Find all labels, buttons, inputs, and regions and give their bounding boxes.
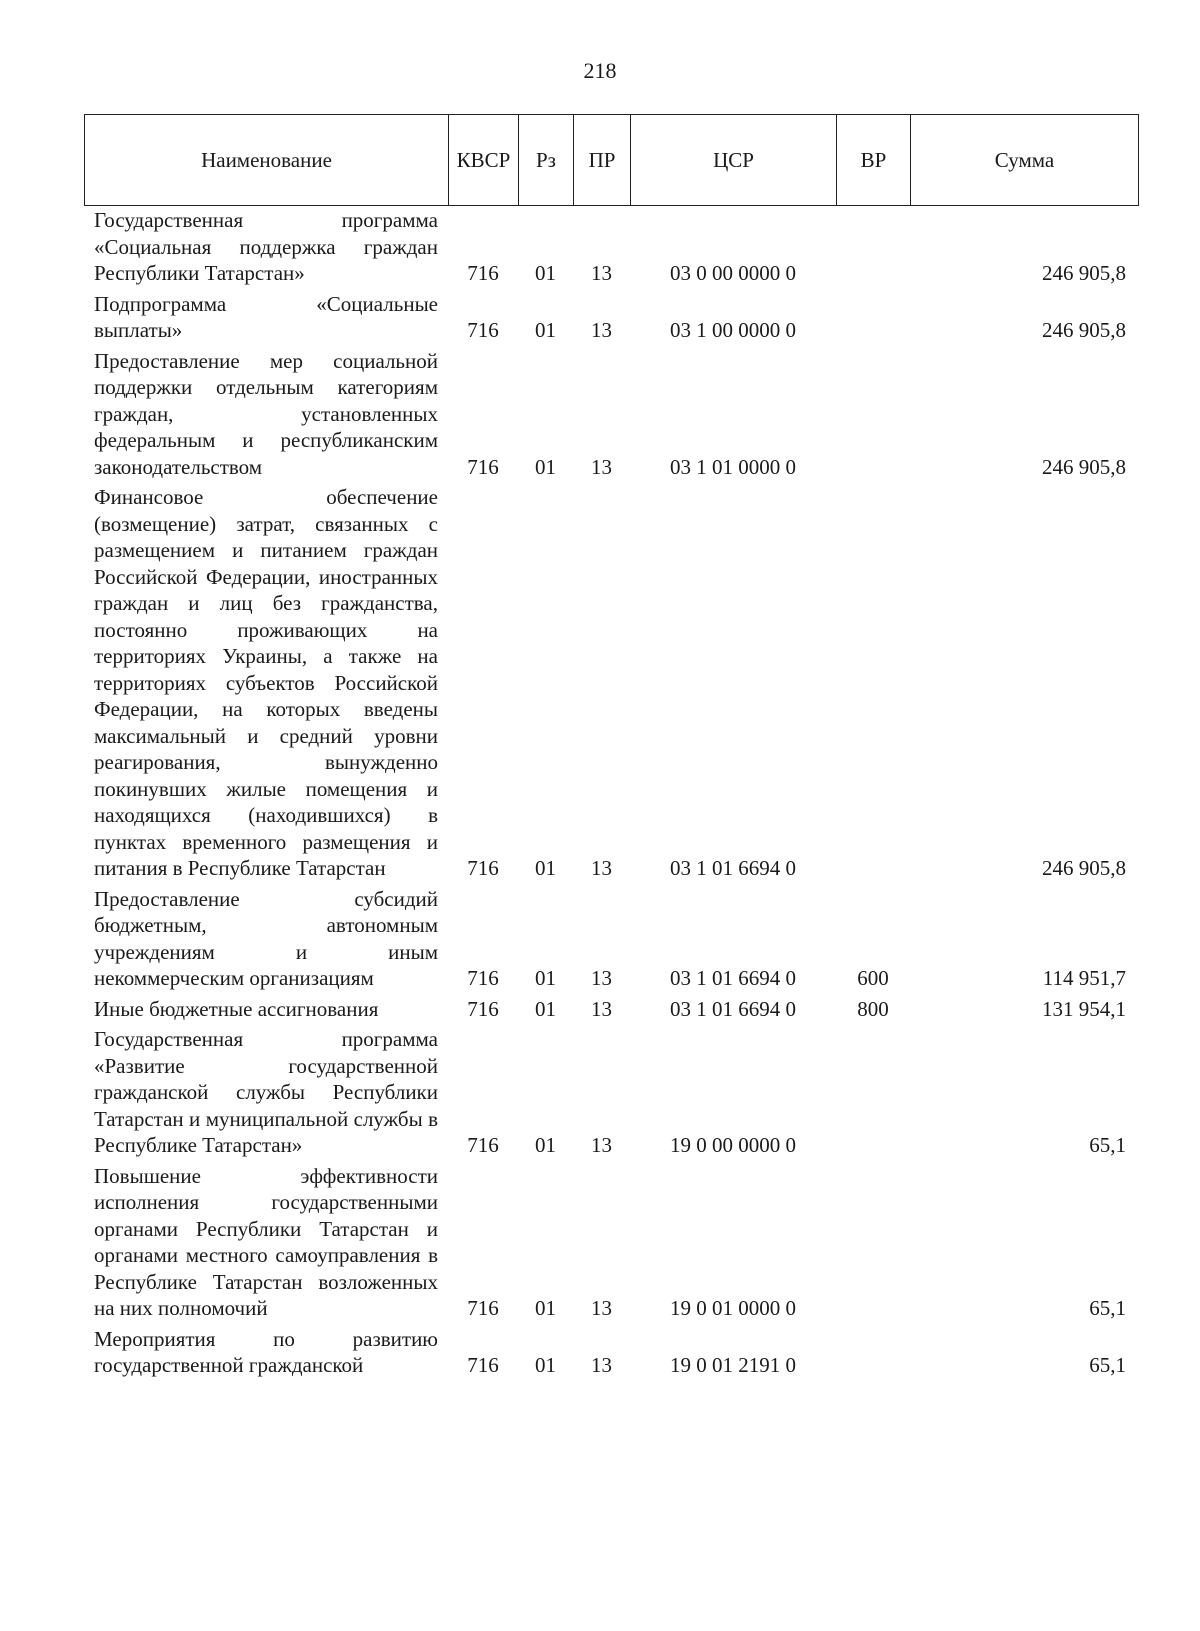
cell-pr: 13 <box>591 454 612 479</box>
cell-csr: 03 1 01 6694 0 <box>670 966 796 990</box>
header-name: Наименование <box>85 115 449 206</box>
table-row <box>84 1025 1138 1162</box>
cell-rz: 01 <box>535 856 556 880</box>
cell-sum: 246 905,8 <box>1042 454 1126 479</box>
cell-vr <box>836 1325 910 1382</box>
table-row <box>84 206 1138 290</box>
cell-csr: 19 0 01 2191 0 <box>670 1353 796 1377</box>
cell-sum: 246 905,8 <box>1042 261 1126 285</box>
cell-pr: 13 <box>591 1353 612 1377</box>
table-row <box>84 1162 1138 1325</box>
header-sum: Сумма <box>911 115 1139 206</box>
cell-name: Предоставление мер социальной поддержки отдельным категориям граждан, установленных федеральным и республиканским законодательством <box>94 348 438 479</box>
cell-kvsr: 716 <box>467 454 499 479</box>
cell-csr: 19 0 00 0000 0 <box>670 1133 796 1157</box>
table-row <box>84 995 1138 1026</box>
cell-vr: 800 <box>857 996 889 1021</box>
cell-pr: 13 <box>591 966 612 990</box>
cell-csr: 03 1 01 6694 0 <box>670 856 796 880</box>
cell-kvsr: 716 <box>467 1296 499 1320</box>
cell-kvsr: 716 <box>467 1353 499 1377</box>
cell-name: Мероприятия по развитию государственной гражданской <box>94 1326 438 1377</box>
cell-rz: 01 <box>535 261 556 285</box>
cell-kvsr: 716 <box>467 996 499 1021</box>
cell-name: Подпрограмма «Социальные выплаты» <box>94 291 438 342</box>
cell-sum: 65,1 <box>1089 1296 1126 1320</box>
cell-vr <box>836 1162 910 1325</box>
cell-vr <box>836 1025 910 1162</box>
cell-rz: 01 <box>535 996 556 1021</box>
header-pr: ПР <box>574 115 631 206</box>
cell-vr <box>836 206 910 290</box>
cell-pr: 13 <box>591 1296 612 1320</box>
cell-pr: 13 <box>591 856 612 880</box>
cell-name: Иные бюджетные ассигнования <box>94 996 379 1021</box>
cell-sum: 131 954,1 <box>1042 996 1126 1021</box>
cell-csr: 03 0 00 0000 0 <box>670 261 796 285</box>
cell-rz: 01 <box>535 1133 556 1157</box>
cell-csr: 03 1 01 6694 0 <box>670 996 796 1021</box>
cell-vr <box>836 483 910 885</box>
table-row <box>84 290 1138 347</box>
cell-name: Предоставление субсидий бюджетным, автономным учреждениям и иным некоммерческим организациям <box>94 886 438 990</box>
cell-kvsr: 716 <box>467 318 499 342</box>
cell-csr: 03 1 00 0000 0 <box>670 318 796 342</box>
cell-csr: 19 0 01 0000 0 <box>670 1296 796 1320</box>
page-number: 218 <box>583 58 617 83</box>
table-row <box>84 347 1138 484</box>
table-row <box>84 483 1138 885</box>
cell-vr <box>836 290 910 347</box>
cell-rz: 01 <box>535 318 556 342</box>
budget-table <box>84 206 1138 1382</box>
cell-pr: 13 <box>591 996 612 1021</box>
cell-name: Государственная программа «Развитие государственной гражданской службы Республики Татарстан и муниципальной службы в Республике Татарстан» <box>94 1027 438 1157</box>
cell-name: Финансовое обеспечение (возмещение) затрат, связанных с размещением и питанием граждан Российской Федерации, иностранных граждан и лиц без гражданства, постоянно проживающих на территориях Украины, а также на территориях субъектов Российской Федерации, на которых введены максимальный и средний уровни реагирования, вынужденно покинувших жилые помещения и находящихся (находившихся) в пунктах временного размещения и питания в Республике Татарстан <box>94 485 438 880</box>
cell-rz: 01 <box>535 1353 556 1377</box>
header-vr: ВР <box>837 115 911 206</box>
header-rz: Рз <box>519 115 574 206</box>
table-header <box>84 114 1139 206</box>
cell-pr: 13 <box>591 1133 612 1157</box>
cell-csr: 03 1 01 0000 0 <box>670 454 796 479</box>
cell-kvsr: 716 <box>467 1133 499 1157</box>
cell-rz: 01 <box>535 454 556 479</box>
cell-name: Повышение эффективности исполнения государственными органами Республики Татарстан и органами местного самоуправления в Республике Татарстан возложенных на них полномочий <box>94 1163 438 1320</box>
cell-vr <box>836 347 910 484</box>
table-row <box>84 885 1138 995</box>
cell-rz: 01 <box>535 966 556 990</box>
cell-kvsr: 716 <box>467 261 499 285</box>
cell-sum: 246 905,8 <box>1042 318 1126 342</box>
cell-sum: 65,1 <box>1089 1133 1126 1157</box>
cell-sum: 65,1 <box>1089 1353 1126 1377</box>
cell-kvsr: 716 <box>467 966 499 990</box>
cell-name: Государственная программа «Социальная поддержка граждан Республики Татарстан» <box>94 208 438 285</box>
cell-sum: 114 951,7 <box>1042 966 1126 990</box>
cell-kvsr: 716 <box>467 856 499 880</box>
cell-pr: 13 <box>591 261 612 285</box>
header-csr: ЦСР <box>631 115 837 206</box>
table-row <box>84 1325 1138 1382</box>
cell-vr: 600 <box>857 966 889 990</box>
header-kvsr: КВСР <box>449 115 519 206</box>
cell-rz: 01 <box>535 1296 556 1320</box>
cell-pr: 13 <box>591 318 612 342</box>
cell-sum: 246 905,8 <box>1042 856 1126 880</box>
